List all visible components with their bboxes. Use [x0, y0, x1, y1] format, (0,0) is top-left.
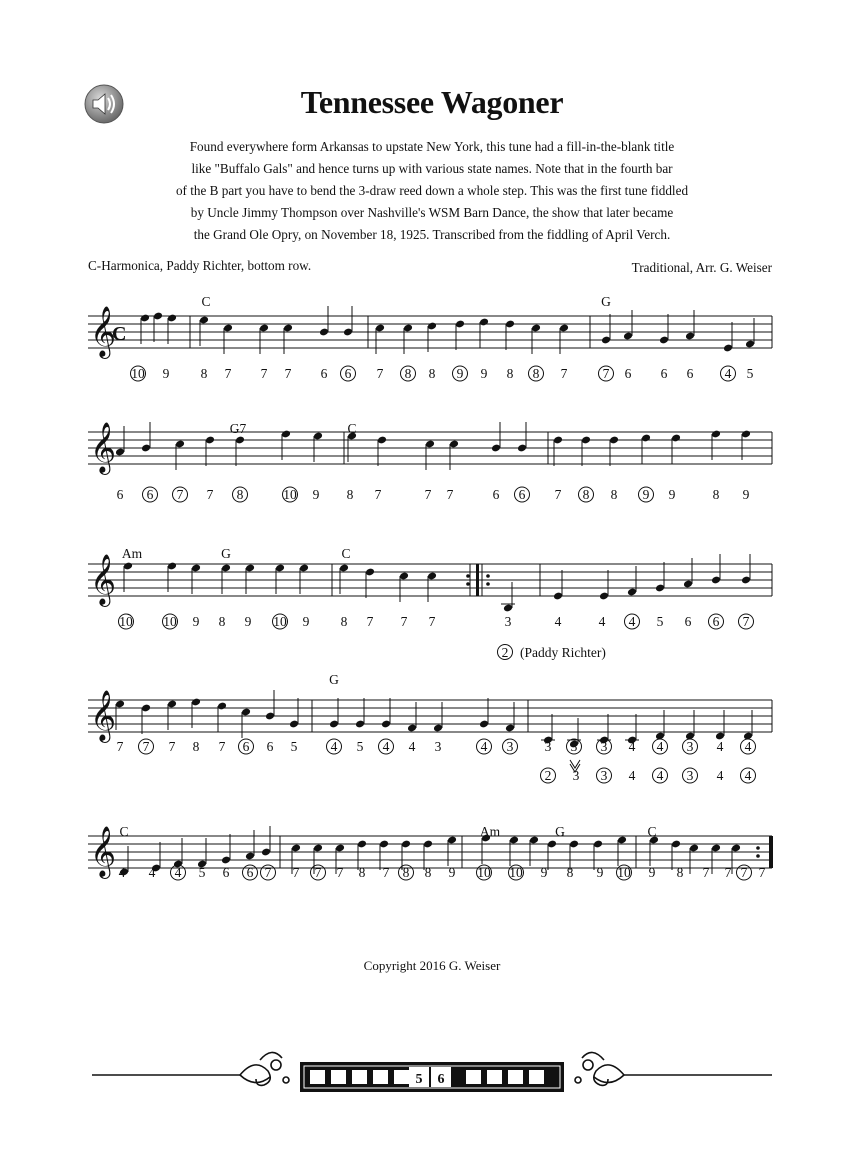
tab-number: 5 — [356, 739, 364, 754]
tab-number: 6 — [242, 739, 250, 754]
instrument-note: C-Harmonica, Paddy Richter, bottom row. — [88, 258, 312, 273]
repeat-dot — [486, 582, 490, 586]
tab-number: 6 — [518, 487, 526, 502]
tab-number: 8 — [218, 614, 226, 629]
harmonica-hole — [487, 1070, 502, 1084]
harmonica-hole — [466, 1070, 481, 1084]
tab-number: 6 — [712, 614, 720, 629]
tab-number: 7 — [702, 865, 710, 880]
tab-number-alt: 3 — [600, 768, 608, 783]
tab-number-alt: 4 — [716, 768, 724, 783]
tab-number: 4 — [724, 366, 732, 381]
tab-number: 9 — [480, 366, 488, 381]
tab-number: 7 — [758, 865, 766, 880]
tab-number-alt: 2 — [544, 768, 552, 783]
intro-line: by Uncle Jimmy Thompson over Nashville's WSM Barn Dance, the show that later became — [190, 205, 674, 220]
page-number-right: 6 — [437, 1072, 445, 1087]
intro-line: like "Buffalo Gals" and hence turns up with various state names. Note that in the fourth bar — [191, 161, 673, 176]
tab-number: 7 — [424, 487, 432, 502]
tab-number: 8 — [402, 865, 410, 880]
harmonica-hole — [373, 1070, 388, 1084]
tab-number: 8 — [424, 865, 432, 880]
tab-number: 9 — [456, 366, 464, 381]
harmonica-hole — [508, 1070, 523, 1084]
tab-number: 4 — [174, 865, 182, 880]
page-title: Tennessee Wagoner — [300, 84, 564, 120]
tab-number: 7 — [224, 366, 232, 381]
tab-number: 6 — [624, 366, 632, 381]
treble-clef-icon: 𝄞 — [90, 422, 117, 473]
intro-line: Found everywhere form Arkansas to upstate New York, this tune had a fill-in-the-blank title — [189, 139, 675, 154]
chord-symbol: G — [555, 824, 565, 839]
tab-number: 7 — [142, 739, 150, 754]
tab-number: 7 — [314, 865, 322, 880]
tab-number: 7 — [264, 865, 272, 880]
tab-number: 9 — [448, 865, 456, 880]
tab-number: 9 — [540, 865, 548, 880]
tab-number: 7 — [554, 487, 562, 502]
repeat-bar — [476, 564, 479, 596]
tab-number: 9 — [192, 614, 200, 629]
tab-number: 6 — [684, 614, 692, 629]
tab-number: 7 — [742, 614, 750, 629]
tab-number-alt: 4 — [628, 768, 636, 783]
chord-symbol: Am — [479, 824, 501, 839]
tab-number: 7 — [602, 366, 610, 381]
copyright: Copyright 2016 G. Weiser — [363, 958, 501, 973]
tab-number: 3 — [506, 739, 514, 754]
tab-number: 5 — [198, 865, 206, 880]
tab-number: 4 — [744, 739, 752, 754]
tab-number: 3 — [570, 739, 578, 754]
tab-number: 7 — [218, 739, 226, 754]
tab-number: 6 — [686, 366, 694, 381]
tab-number: 6 — [146, 487, 154, 502]
repeat-dot — [466, 582, 470, 586]
tab-number: 3 — [600, 739, 608, 754]
tab-number: 7 — [168, 739, 176, 754]
tab-number: 9 — [742, 487, 750, 502]
tab-number: 7 — [740, 865, 748, 880]
tab-number: 3 — [434, 739, 442, 754]
tab-number: 7 — [284, 366, 292, 381]
tab-number: 8 — [610, 487, 618, 502]
tab-number: 7 — [560, 366, 568, 381]
chord-symbol: Am — [121, 546, 143, 561]
tab-number: 4 — [554, 614, 562, 629]
tab-number: 6 — [492, 487, 500, 502]
tab-number: 9 — [312, 487, 320, 502]
treble-clef-icon: 𝄞 — [90, 690, 117, 741]
tab-number: 5 — [290, 739, 298, 754]
tab-number: 9 — [642, 487, 650, 502]
tab-number: 7 — [206, 487, 214, 502]
harmonica-hole — [352, 1070, 367, 1084]
repeat-dot — [756, 854, 760, 858]
tab-number: 7 — [428, 614, 436, 629]
footer-ornament — [0, 1040, 864, 1110]
tab-number-alt: 3 — [572, 768, 580, 783]
chord-symbol: C — [341, 546, 351, 561]
tab-number: 6 — [246, 865, 254, 880]
tab-number: 8 — [346, 487, 354, 502]
tab-number: 10 — [477, 865, 491, 880]
harmonica-icon — [300, 1062, 564, 1092]
tab-number: 4 — [148, 865, 156, 880]
tab-number: 7 — [446, 487, 454, 502]
harmonica-hole — [529, 1070, 544, 1084]
treble-clef-icon: 𝄞 — [90, 826, 117, 877]
tab-number: 4 — [716, 739, 724, 754]
tab-number: 3 — [686, 739, 694, 754]
treble-clef-icon: 𝄞 — [90, 306, 117, 357]
tab-number: 7 — [260, 366, 268, 381]
tab-number: 8 — [428, 366, 436, 381]
tab-number: 8 — [676, 865, 684, 880]
chord-symbol: C — [647, 824, 657, 839]
composer-credit: Traditional, Arr. G. Weiser — [631, 260, 772, 275]
tab-number: 6 — [266, 739, 274, 754]
time-signature: C — [112, 323, 127, 345]
chord-symbol: C — [119, 824, 129, 839]
tab-number: 10 — [131, 366, 145, 381]
tab-number: 9 — [648, 865, 656, 880]
chord-symbol: G — [601, 294, 611, 309]
intro-line: of the B part you have to bend the 3-draw reed down a whole step. This was the first tune fiddled — [175, 183, 689, 198]
tab-number: 4 — [118, 865, 126, 880]
tab-number: 4 — [628, 614, 636, 629]
chord-symbol: G — [329, 672, 339, 687]
tab-number: 10 — [273, 614, 287, 629]
tab-number: 7 — [336, 865, 344, 880]
tab-number: 4 — [628, 739, 636, 754]
harmonica-hole — [310, 1070, 325, 1084]
tab-number: 7 — [724, 865, 732, 880]
tab-number: 8 — [712, 487, 720, 502]
tab-number: 7 — [400, 614, 408, 629]
tab-number: 2 — [501, 645, 509, 660]
harmonica-hole — [394, 1070, 409, 1084]
tab-number: 9 — [668, 487, 676, 502]
tab-number: 9 — [596, 865, 604, 880]
tab-number: 4 — [656, 739, 664, 754]
tab-number: 7 — [382, 865, 390, 880]
tab-number: 5 — [656, 614, 664, 629]
tab-number: 7 — [366, 614, 374, 629]
tab-number: 6 — [222, 865, 230, 880]
tab-number: 4 — [480, 739, 488, 754]
tab-number: 6 — [320, 366, 328, 381]
tab-number: 8 — [532, 366, 540, 381]
tab-number: 10 — [617, 865, 631, 880]
tab-number: 7 — [292, 865, 300, 880]
tab-number: 8 — [404, 366, 412, 381]
chord-symbol: C — [201, 294, 211, 309]
tab-number: 9 — [244, 614, 252, 629]
treble-clef-icon: 𝄞 — [90, 554, 117, 605]
page-number-left: 5 — [415, 1072, 423, 1087]
tab-number: 8 — [358, 865, 366, 880]
tab-number: 8 — [506, 366, 514, 381]
tab-number: 3 — [504, 614, 512, 629]
tab-number: 7 — [374, 487, 382, 502]
tab-number: 8 — [200, 366, 208, 381]
tab-number: 10 — [119, 614, 133, 629]
tab-number: 3 — [544, 739, 552, 754]
tab-number: 8 — [582, 487, 590, 502]
tab-number: 7 — [176, 487, 184, 502]
tab-number: 4 — [408, 739, 416, 754]
tab-number: 7 — [376, 366, 384, 381]
tab-number: 8 — [236, 487, 244, 502]
tab-number: 10 — [283, 487, 297, 502]
chord-symbol: G7 — [229, 421, 247, 436]
tab-number-alt: 4 — [656, 768, 664, 783]
tab-number: 7 — [116, 739, 124, 754]
tab-number: 8 — [340, 614, 348, 629]
tab-number: 8 — [566, 865, 574, 880]
tab-number: 6 — [660, 366, 668, 381]
repeat-dot — [486, 574, 490, 578]
tab-number: 6 — [116, 487, 124, 502]
repeat-dot — [466, 574, 470, 578]
tab-number: 8 — [192, 739, 200, 754]
repeat-dot — [756, 846, 760, 850]
harmonica-hole — [331, 1070, 346, 1084]
tab-number: 10 — [509, 865, 523, 880]
tab-number-alt: 3 — [686, 768, 694, 783]
tab-number: 4 — [382, 739, 390, 754]
tab-number: 10 — [163, 614, 177, 629]
intro-line: the Grand Ole Opry, on November 18, 1925. Transcribed from the fiddling of April Verch. — [193, 227, 671, 242]
tab-number: 9 — [302, 614, 310, 629]
tab-number: 4 — [330, 739, 338, 754]
final-bar — [769, 836, 773, 868]
chord-symbol: C — [347, 421, 357, 436]
tab-number: 4 — [598, 614, 606, 629]
chord-symbol: G — [221, 546, 231, 561]
tuning-annotation: (Paddy Richter) — [520, 645, 606, 660]
tab-number: 6 — [344, 366, 352, 381]
tab-number: 9 — [162, 366, 170, 381]
tab-number: 5 — [746, 366, 754, 381]
tab-number-alt: 4 — [744, 768, 752, 783]
